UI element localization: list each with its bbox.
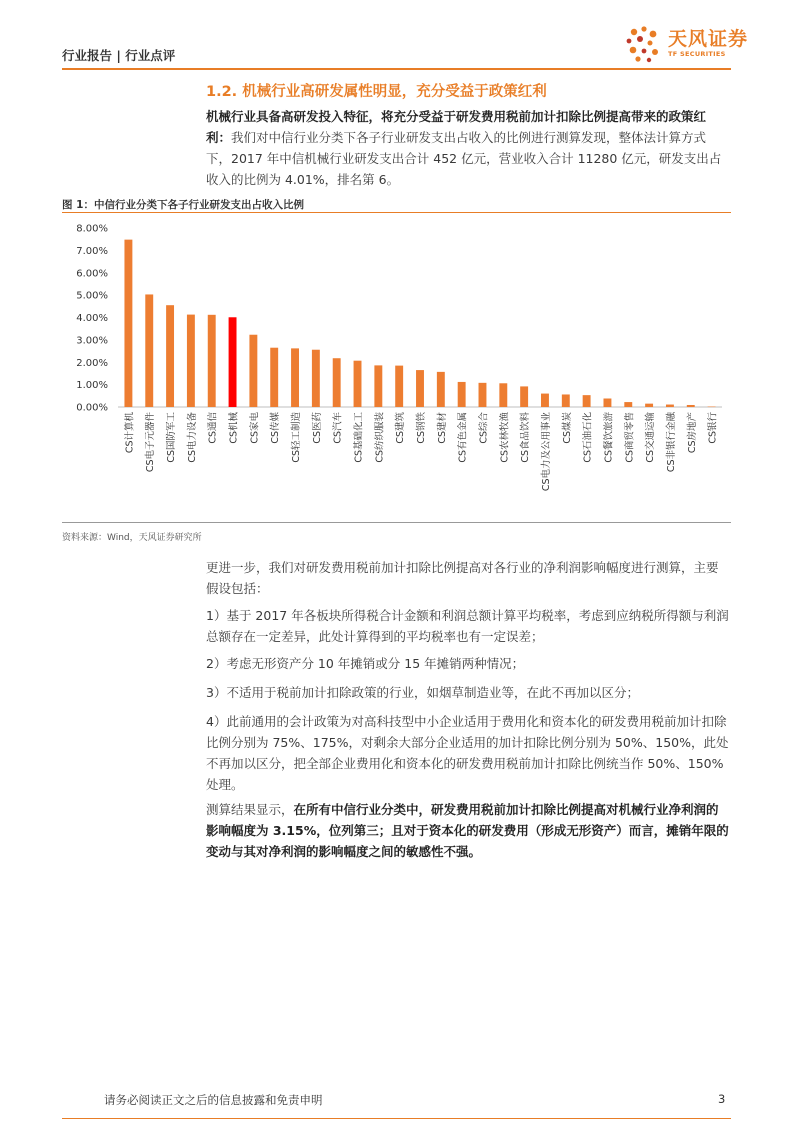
bar — [416, 370, 424, 407]
x-category-label: CS非银行金融 — [665, 412, 677, 473]
x-category-label: CS家电 — [249, 412, 261, 444]
y-tick-label: 1.00% — [76, 380, 108, 392]
result-conclusion: 在所有中信行业分类中，研发费用税前加计扣除比例提高对机械行业净利润的影响幅度为 3.15%，位列第三；且对于资本化的研发费用（形成无形资产）而言，摊销年限的变动与其对净利润的影响幅度之间的敏感性不强。 — [206, 802, 729, 859]
y-tick-label: 0.00% — [76, 402, 108, 414]
y-tick-label: 8.00% — [76, 223, 108, 235]
intro-paragraph — [206, 106, 730, 190]
x-category-label: CS基础化工 — [353, 412, 365, 463]
bar — [708, 407, 716, 408]
rd-ratio-bar-chart — [62, 216, 731, 518]
bar — [395, 366, 403, 407]
x-category-label: CS机械 — [228, 412, 240, 444]
x-category-label: CS通信 — [207, 412, 219, 444]
x-category-label: CS综合 — [478, 412, 490, 444]
bar — [458, 382, 466, 407]
bar — [624, 402, 632, 407]
footer-disclaimer: 请务必阅读正文之后的信息披露和免责申明 — [104, 1093, 323, 1107]
bar — [333, 358, 341, 407]
footer-divider — [62, 1118, 731, 1119]
bar — [562, 394, 570, 407]
bar — [166, 305, 174, 407]
intro-bold-lead: 机械行业具备高研发投入特征，将充分受益于研发费用税前加计扣除比例提高带来的政策红利： — [206, 109, 707, 145]
bar — [603, 398, 611, 407]
figure-title: 图 1：中信行业分类下各子行业研发支出占收入比例 — [62, 199, 304, 211]
x-category-label: CS餐饮旅游 — [603, 412, 615, 463]
x-category-label: CS石油石化 — [582, 412, 594, 463]
x-category-label: CS电力设备 — [186, 412, 198, 463]
y-tick-label: 4.00% — [76, 313, 108, 324]
bar — [583, 395, 591, 407]
bar — [645, 404, 653, 407]
report-type-label: 行业报告 | 行业点评 — [62, 48, 176, 63]
x-category-label: CS汽车 — [332, 412, 344, 444]
x-category-label: CS医药 — [311, 412, 323, 444]
x-category-label: CS计算机 — [124, 412, 136, 454]
y-tick-label: 7.00% — [76, 245, 108, 257]
bar-highlight — [229, 317, 237, 407]
x-category-label: CS国防军工 — [166, 412, 178, 463]
x-category-label: CS轻工制造 — [291, 412, 303, 463]
bar — [541, 394, 549, 407]
x-category-label: CS钢铁 — [416, 412, 427, 444]
bar — [666, 405, 674, 407]
y-tick-label: 3.00% — [76, 335, 108, 347]
page-number: 3 — [718, 1092, 726, 1106]
bar — [249, 335, 257, 407]
assumption-item-1: 1）基于 2017 年各板块所得税合计金额和利润总额计算平均税率，考虑到应纳税所得额与利润总额存在一定差异，此处计算得到的平均税率也有一定误差； — [206, 608, 729, 644]
x-category-label: CS建筑 — [395, 412, 407, 444]
x-category-label: CS银行 — [707, 412, 719, 444]
x-category-label: CS煤炭 — [561, 412, 573, 444]
assumption-item-4: 4）此前通用的会计政策为对高科技型中小企业适用于费用化和资本化的研发费用税前加计扣除比例分别为 75%、175%，对剩余大部分企业适用的加计扣除比例分别为 50%、150%，此处不再加以区分，把全部企业费用化和资本化的研发费用税前加计扣除比例统当作 50%、150%处理。 — [206, 714, 729, 792]
figure-top-rule — [62, 212, 731, 213]
bar — [270, 348, 278, 407]
bar — [145, 294, 153, 407]
bar — [499, 383, 507, 407]
x-category-label: CS传媒 — [270, 412, 282, 444]
x-category-label: CS农林牧渔 — [499, 412, 511, 463]
bar — [312, 350, 320, 407]
assumption-item-3: 3）不适用于税前加计扣除政策的行业，如烟草制造业等，在此不再加以区分； — [206, 685, 639, 700]
bar — [187, 315, 195, 407]
logo-mark-icon — [620, 24, 666, 66]
bar — [291, 348, 299, 407]
y-tick-label: 5.00% — [76, 290, 108, 302]
x-category-label: CS交通运输 — [645, 412, 657, 463]
bar — [354, 361, 362, 407]
section-title: 1.2. 机械行业高研发属性明显，充分受益于政策红利 — [206, 84, 547, 100]
bar — [124, 240, 132, 407]
x-category-label: CS纺织服装 — [374, 412, 386, 463]
result-paragraph — [206, 799, 730, 862]
header-divider — [62, 68, 731, 70]
y-tick-label: 2.00% — [76, 357, 108, 369]
x-category-label: CS建材 — [436, 412, 448, 444]
intro-text: 我们对中信行业分类下各子行业研发支出占收入的比例进行测算发现，整体法计算方式下，2017 年中信机械行业研发支出合计 452 亿元，营业收入合计 11280 亿元，研发支出占收入的比例为 4.01%，排名第 6。 — [206, 130, 722, 187]
bar — [479, 383, 487, 407]
logo-chinese-name: 天风证券 — [668, 28, 749, 50]
assumptions-intro: 更进一步，我们对研发费用税前加计扣除比例提高对各行业的净利润影响幅度进行测算，主要假设包括： — [206, 560, 719, 596]
x-category-label: CS电子元器件 — [145, 412, 157, 473]
bar — [687, 405, 695, 407]
y-tick-label: 6.00% — [76, 268, 108, 280]
figure-bottom-rule — [62, 522, 731, 523]
x-category-label: CS商贸零售 — [624, 412, 636, 463]
bar — [374, 365, 382, 407]
company-logo — [620, 24, 749, 66]
bar — [520, 386, 528, 407]
x-category-label: CS食品饮料 — [520, 412, 532, 463]
bar — [208, 315, 216, 407]
logo-english-name: TF SECURITIES — [668, 50, 726, 58]
x-category-label: CS有色金属 — [457, 412, 469, 463]
x-category-label: CS房地产 — [686, 412, 698, 454]
x-category-label: CS电力及公用事业 — [540, 412, 552, 492]
bar — [437, 372, 445, 407]
figure-source: 资料来源：Wind，天风证券研究所 — [62, 533, 202, 543]
assumption-item-2: 2）考虑无形资产分 10 年摊销或分 15 年摊销两种情况； — [206, 656, 525, 671]
result-lead: 测算结果显示， — [206, 802, 294, 817]
